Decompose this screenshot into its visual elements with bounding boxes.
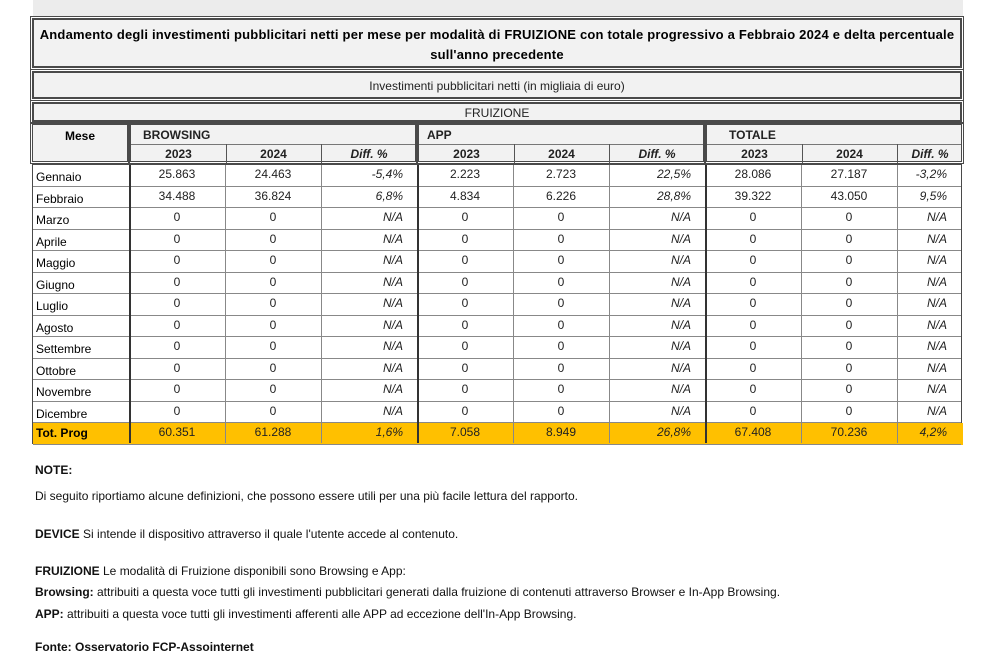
value-cell: 0: [845, 403, 853, 418]
value-cell: 0: [173, 296, 181, 310]
value-cell: 0: [461, 296, 469, 310]
value-cell: 0: [461, 382, 469, 396]
diff-cell: N/A: [382, 317, 403, 332]
table-body: [32, 164, 962, 444]
value-cell: 0: [461, 231, 469, 246]
value-cell: 70.236: [830, 425, 868, 439]
value-cell: 0: [461, 274, 469, 289]
diff-cell: 26,8%: [656, 425, 691, 439]
month-cell: Maggio: [36, 256, 76, 270]
value-cell: 0: [749, 274, 757, 289]
value-cell: 0: [557, 231, 565, 246]
value-cell: 2.723: [545, 167, 577, 181]
value-cell: 24.463: [254, 167, 292, 181]
table-row: [33, 208, 963, 230]
diff-cell: 22,5%: [656, 167, 691, 181]
diff-cell: N/A: [926, 403, 947, 418]
section-label: FRUIZIONE: [464, 106, 530, 120]
diff-cell: N/A: [382, 296, 403, 310]
diff-cell: N/A: [382, 339, 403, 353]
value-cell: 0: [173, 231, 181, 246]
table-row: [33, 187, 963, 209]
value-cell: 0: [269, 339, 277, 353]
diff-cell: N/A: [670, 339, 691, 353]
sub-header-2023: 2023: [165, 147, 192, 161]
value-cell: 0: [173, 274, 181, 289]
table-row: [33, 337, 963, 359]
value-cell: 0: [557, 296, 565, 310]
diff-cell: N/A: [382, 253, 403, 267]
group-header-totale: [706, 124, 962, 162]
table-row: [33, 402, 963, 424]
value-cell: 25.863: [158, 167, 196, 181]
value-cell: 0: [557, 339, 565, 353]
value-cell: 0: [845, 317, 853, 332]
value-cell: 0: [173, 253, 181, 267]
month-header-cell: [32, 124, 128, 162]
value-cell: 36.824: [254, 188, 292, 203]
sub-header-diff: Diff. %: [911, 147, 949, 161]
notes-intro: Di seguito riportiamo alcune definizioni, che possono essere utili per una più facile lettura del rapporto.: [35, 489, 578, 503]
diff-cell: N/A: [670, 317, 691, 332]
value-cell: 28.086: [734, 167, 772, 181]
value-cell: 0: [749, 317, 757, 332]
sub-header-2024: 2024: [548, 147, 575, 161]
group-label-totale: TOTALE: [729, 128, 776, 142]
value-cell: 60.351: [158, 425, 196, 439]
top-band: [33, 0, 963, 16]
diff-cell: 9,5%: [919, 188, 947, 203]
table-row: [33, 230, 963, 252]
diff-cell: -5,4%: [371, 167, 403, 181]
diff-cell: N/A: [670, 231, 691, 246]
table-row: [33, 165, 963, 187]
diff-cell: N/A: [926, 382, 947, 396]
section-label-box: [32, 102, 962, 122]
diff-cell: N/A: [382, 360, 403, 375]
table-row: [33, 359, 963, 381]
month-cell: Settembre: [36, 342, 92, 356]
table-row: [33, 380, 963, 402]
diff-cell: N/A: [670, 403, 691, 418]
sub-header-2024: 2024: [836, 147, 863, 161]
subtitle-box: [32, 71, 962, 99]
value-cell: 0: [845, 296, 853, 310]
month-cell: Aprile: [36, 234, 67, 249]
diff-cell: N/A: [670, 296, 691, 310]
value-cell: 0: [845, 360, 853, 375]
value-cell: 0: [461, 403, 469, 418]
group-header-browsing: [130, 124, 416, 162]
value-cell: 0: [269, 360, 277, 375]
diff-cell: N/A: [670, 360, 691, 375]
value-cell: 6.226: [545, 188, 577, 203]
value-cell: 61.288: [254, 425, 292, 439]
month-cell: Gennaio: [36, 170, 82, 184]
value-cell: 0: [269, 296, 277, 310]
table-row: [33, 316, 963, 338]
value-cell: 0: [557, 360, 565, 375]
value-cell: 0: [845, 382, 853, 396]
diff-cell: N/A: [926, 296, 947, 310]
value-cell: 0: [269, 382, 277, 396]
value-cell: 43.050: [830, 188, 868, 203]
value-cell: 0: [461, 317, 469, 332]
diff-cell: N/A: [382, 210, 403, 224]
month-cell: Dicembre: [36, 406, 88, 421]
diff-cell: 1,6%: [375, 425, 403, 439]
note-app: APP: attribuiti a questa voce tutti gli investimenti afferenti alle APP ad eccezione dell'In-App Browsing.: [35, 607, 577, 621]
diff-cell: N/A: [670, 253, 691, 267]
diff-cell: N/A: [926, 317, 947, 332]
diff-cell: N/A: [382, 382, 403, 396]
diff-cell: N/A: [926, 253, 947, 267]
group-label-app: APP: [427, 128, 452, 142]
month-cell: Febbraio: [36, 191, 84, 206]
value-cell: 0: [461, 210, 469, 224]
diff-cell: N/A: [670, 382, 691, 396]
value-cell: 0: [557, 210, 565, 224]
value-cell: 7.058: [449, 425, 481, 439]
investments-table: [32, 124, 962, 444]
value-cell: 0: [269, 253, 277, 267]
title-box: [32, 18, 962, 68]
month-header: Mese: [64, 129, 96, 143]
value-cell: 27.187: [830, 167, 868, 181]
month-cell: Agosto: [36, 320, 74, 335]
value-cell: 0: [845, 274, 853, 289]
group-header-app: [418, 124, 704, 162]
value-cell: 2.223: [449, 167, 481, 181]
value-cell: 0: [269, 231, 277, 246]
diff-cell: 4,2%: [919, 425, 947, 439]
value-cell: 0: [845, 231, 853, 246]
value-cell: 0: [461, 339, 469, 353]
note-fruizione: FRUIZIONE Le modalità di Fruizione disponibili sono Browsing e App:: [35, 564, 406, 578]
value-cell: 0: [845, 253, 853, 267]
diff-cell: N/A: [926, 210, 947, 224]
sub-header-2023: 2023: [741, 147, 768, 161]
month-cell: Tot. Prog: [36, 426, 88, 440]
month-cell: Luglio: [36, 299, 69, 313]
value-cell: 0: [749, 403, 757, 418]
value-cell: 0: [557, 403, 565, 418]
value-cell: 8.949: [545, 425, 577, 439]
value-cell: 0: [269, 274, 277, 289]
month-cell: Giugno: [36, 277, 75, 292]
diff-cell: N/A: [382, 231, 403, 246]
value-cell: 0: [173, 360, 181, 375]
value-cell: 0: [173, 403, 181, 418]
value-cell: 0: [845, 210, 853, 224]
diff-cell: 6,8%: [375, 188, 403, 203]
value-cell: 0: [557, 274, 565, 289]
report-subtitle: Investimenti pubblicitari netti (in migliaia di euro): [369, 79, 625, 93]
value-cell: 0: [749, 360, 757, 375]
value-cell: 34.488: [158, 188, 196, 203]
table-row: [33, 294, 963, 316]
diff-cell: N/A: [382, 274, 403, 289]
sub-header-diff: Diff. %: [638, 147, 676, 161]
table-row: [33, 273, 963, 295]
value-cell: 0: [749, 339, 757, 353]
month-cell: Novembre: [36, 385, 92, 399]
value-cell: 0: [557, 317, 565, 332]
diff-cell: 28,8%: [656, 188, 691, 203]
diff-cell: N/A: [926, 274, 947, 289]
value-cell: 0: [173, 317, 181, 332]
note-device: DEVICE Si intende il dispositivo attraverso il quale l'utente accede al contenuto.: [35, 527, 459, 541]
value-cell: 0: [269, 403, 277, 418]
value-cell: 67.408: [734, 425, 772, 439]
value-cell: 0: [173, 210, 181, 224]
notes-heading: NOTE:: [35, 463, 73, 477]
sub-header-2024: 2024: [260, 147, 287, 161]
note-browsing: Browsing: attribuiti a questa voce tutti gli investimenti pubblicitari generati dalla fruizione di contenuti attraverso Browser e In-App Browsing.: [35, 585, 781, 599]
table-row: [33, 251, 963, 273]
diff-cell: N/A: [670, 274, 691, 289]
total-row: [33, 423, 963, 445]
value-cell: 0: [173, 382, 181, 396]
value-cell: 0: [461, 253, 469, 267]
diff-cell: N/A: [382, 403, 403, 418]
value-cell: 0: [269, 317, 277, 332]
group-label-browsing: BROWSING: [143, 128, 211, 142]
month-cell: Marzo: [36, 213, 70, 227]
sub-header-diff: Diff. %: [350, 147, 388, 161]
diff-cell: N/A: [926, 360, 947, 375]
value-cell: 0: [749, 253, 757, 267]
value-cell: 0: [749, 210, 757, 224]
value-cell: 0: [749, 382, 757, 396]
value-cell: 0: [845, 339, 853, 353]
value-cell: 0: [173, 339, 181, 353]
value-cell: 0: [749, 296, 757, 310]
source-note: Fonte: Osservatorio FCP-Assointernet: [35, 640, 254, 654]
value-cell: 4.834: [449, 188, 481, 203]
value-cell: 39.322: [734, 188, 772, 203]
diff-cell: -3,2%: [915, 167, 947, 181]
diff-cell: N/A: [926, 231, 947, 246]
report-title: Andamento degli investimenti pubblicitari netti per mese per modalità di FRUIZIONE con totale progressivo a Febbraio 2024 e delta percentuale sull'anno precedente: [39, 27, 955, 62]
value-cell: 0: [557, 253, 565, 267]
value-cell: 0: [461, 360, 469, 375]
diff-cell: N/A: [670, 210, 691, 224]
value-cell: 0: [269, 210, 277, 224]
value-cell: 0: [749, 231, 757, 246]
month-cell: Ottobre: [36, 363, 77, 378]
value-cell: 0: [557, 382, 565, 396]
sub-header-2023: 2023: [453, 147, 480, 161]
diff-cell: N/A: [926, 339, 947, 353]
